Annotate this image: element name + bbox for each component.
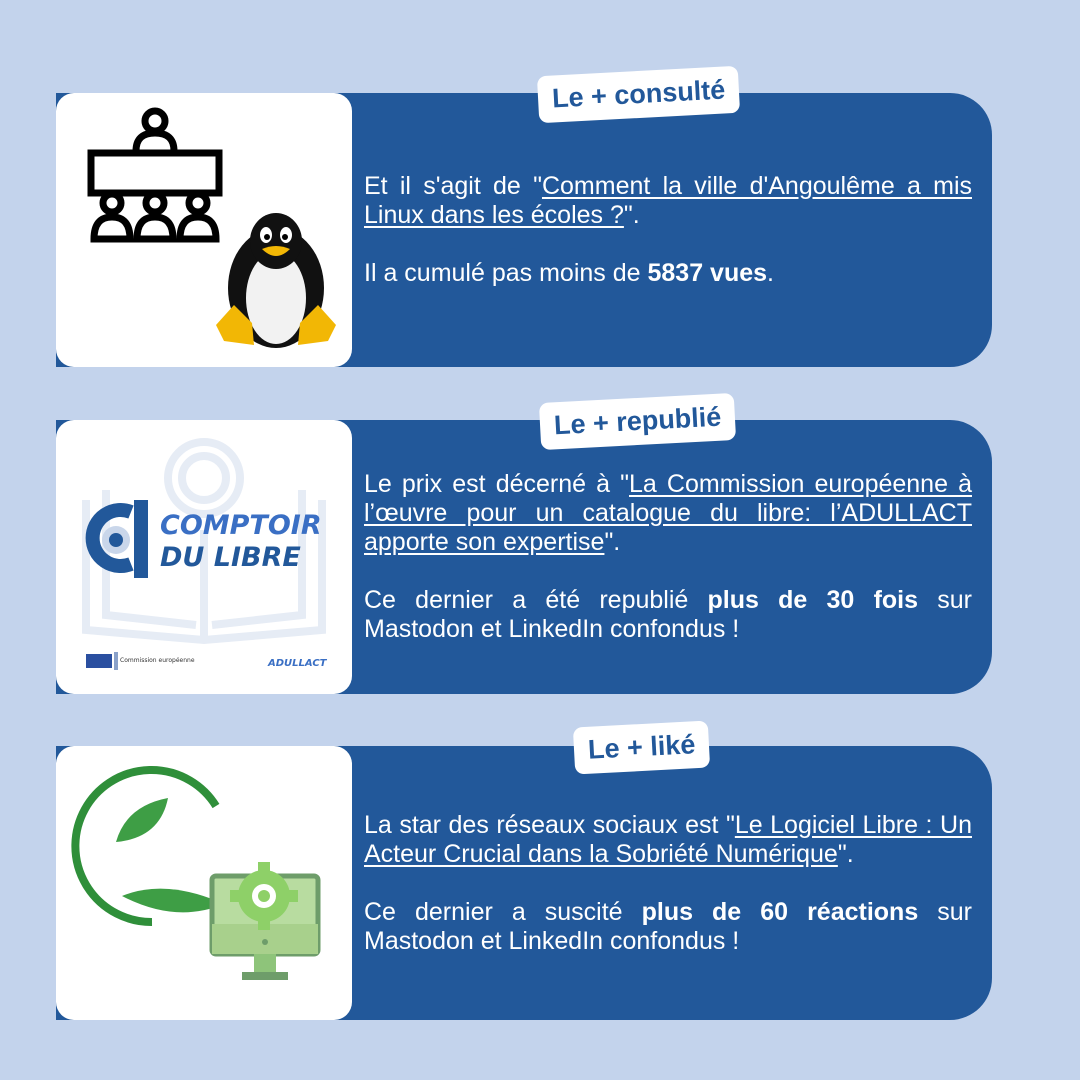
badge-most-republished: Le + republié: [539, 393, 737, 450]
card-paragraph-1: [364, 172, 972, 230]
card-text: [364, 420, 972, 694]
text-intro: Et il s'agit de ": [364, 172, 542, 200]
card-paragraph-1: [364, 811, 972, 869]
logo-text-line1: COMPTOIR: [160, 510, 322, 541]
text-intro: La star des réseaux sociaux est ": [364, 810, 735, 839]
article-link[interactable]: Comment la ville d'Angoulême a mis Linux dans les écoles ?: [364, 172, 972, 229]
text-suffix: ".: [604, 528, 621, 556]
text-intro: Le prix est décerné à ": [364, 470, 630, 498]
text-suffix: sur Mastodon et LinkedIn confondus !: [364, 586, 972, 643]
logo-text-line2: DU LIBRE: [160, 542, 301, 573]
badge-most-viewed: Le + consulté: [537, 66, 740, 123]
highlight-stat: plus de 30 fois: [707, 586, 919, 614]
card-paragraph-2: [364, 259, 972, 288]
card-image: [56, 746, 352, 1020]
highlight-stat: plus de 60 réactions: [641, 897, 919, 926]
card-image: [56, 420, 352, 694]
card-most-liked: [56, 729, 992, 1020]
eu-commission-label: Commission européenne: [120, 657, 195, 664]
monitor-gear-icon: [212, 862, 318, 980]
text-intro: Ce dernier a été republié: [364, 586, 708, 614]
card-paragraph-2: [364, 586, 972, 644]
card-image: [56, 93, 352, 367]
highlight-stat: 5837 vues: [647, 259, 768, 287]
card-most-republished: [56, 401, 992, 694]
linux-penguin-icon: [216, 213, 336, 348]
text-suffix: ".: [837, 839, 854, 868]
article-link[interactable]: La Commission européenne à l’œuvre pour un catalogue du libre: l’ADULLACT apporte son expertise: [364, 470, 972, 556]
badge-most-liked: Le + liké: [573, 720, 711, 774]
card-paragraph-2: [364, 898, 972, 956]
card-paragraph-1: [364, 470, 972, 557]
text-suffix: sur Mastodon et LinkedIn confondus !: [364, 897, 972, 955]
adullact-logo: ADULLACT: [268, 658, 327, 669]
comptoir-du-libre-logo: [93, 500, 322, 578]
text-suffix: ".: [623, 201, 640, 229]
card-most-viewed: [56, 74, 992, 367]
eu-flag-icon: [86, 652, 118, 670]
text-suffix: .: [767, 259, 774, 287]
leaf-ring-icon: [75, 770, 224, 922]
presentation-icon: [91, 111, 219, 239]
card-text: [364, 746, 972, 1020]
text-intro: Il a cumulé pas moins de: [364, 259, 648, 287]
card-text: [364, 93, 972, 367]
text-intro: Ce dernier a suscité: [364, 897, 642, 926]
article-link[interactable]: Le Logiciel Libre : Un Acteur Crucial dans la Sobriété Numérique: [364, 810, 972, 868]
